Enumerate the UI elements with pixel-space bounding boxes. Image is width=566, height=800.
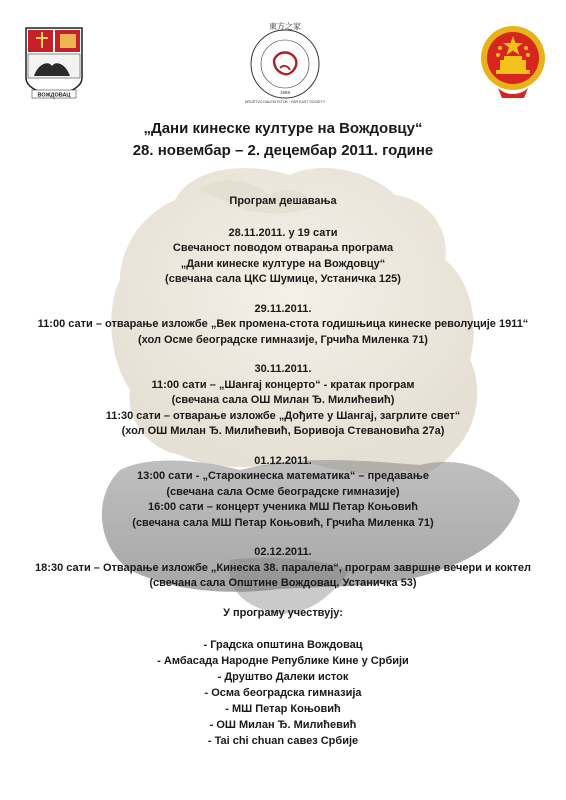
event-title — [0, 118, 566, 162]
program-day-line: (свечана сала Општине Вождовац, Устаничка 53) — [149, 577, 417, 589]
event-title-line-1: „Дани кинеске културе на Вождовцу“ — [143, 120, 423, 137]
far-east-society-logo — [244, 20, 326, 106]
participants-section — [0, 606, 566, 750]
program-day-line: (свечана сала ОШ Милан Ђ. Милићевић) — [171, 394, 395, 406]
coat-of-arms-caption: ВОЖДОВАЦ — [37, 92, 71, 99]
participant-item: - Осма београдска гимназија — [204, 687, 362, 699]
logo-year: 1969 — [279, 90, 291, 95]
program-day-line: (свечана сала ЦКС Шумице, Устаничка 125) — [165, 273, 401, 285]
program-heading: Програм дешавања — [229, 195, 337, 207]
participant-item: - Tai chi chuan савез Србије — [207, 735, 359, 747]
logo-ring-text: DRUŠTVO DALEKI ISTOK · FAR EAST SOCIETY — [244, 100, 326, 104]
program-day-line: (хол ОШ Милан Ђ. Милићевић, Боривоја Стевановића 27а) — [121, 425, 445, 437]
program-day-date: 29.11.2011. — [254, 302, 312, 315]
participant-item: - ОШ Милан Ђ. Милићевић — [209, 719, 357, 731]
program-day-line: 11:30 сати – отварање изложбе „Дођите у Шангај, загрлите свет“ — [105, 409, 461, 422]
prc-national-emblem-logo — [478, 22, 548, 100]
program-day-2 — [0, 302, 566, 349]
program-day-4 — [0, 454, 566, 532]
program-day-line: Свечаност поводом отварања програма — [172, 242, 394, 254]
program-day-line: 18:30 сати – Отварање изложбе „Кинеска 38. паралела“, програм завршне вечери и коктел — [35, 561, 531, 574]
participant-item: - МШ Петар Коњовић — [225, 703, 341, 715]
program-day-date: 28.11.2011. у 19 сати — [228, 226, 338, 239]
program-day-line: 13:00 сати - „Старокинеска математика“ – предавање — [136, 470, 430, 482]
program-day-line: (хол Осме београдске гимназије, Грчића Миленка 71) — [138, 333, 428, 346]
participants-heading: У програму учествују: — [223, 606, 343, 619]
program-day-line: 11:00 сати – „Шангај концерто“ - кратак програм — [151, 378, 415, 391]
program-day-1 — [0, 226, 566, 288]
program-day-line: „Дани кинеске културе на Вождовцу“ — [180, 257, 386, 270]
participant-item: - Амбасада Народне Републике Кине у Србији — [157, 655, 409, 667]
program-day-line: (свечана сала Осме београдске гимназије) — [166, 485, 400, 498]
participant-item: - Градска општина Вождовац — [203, 639, 363, 651]
program-day-line: 11:00 сати – отварање изложбе „Век промена-стота годишњица кинеске револуције 1911“ — [37, 318, 529, 330]
program-day-date: 30.11.2011. — [254, 363, 312, 375]
vozdovac-coat-of-arms-logo — [22, 20, 86, 104]
program-content — [0, 194, 566, 749]
event-dates-line: 28. новембар – 2. децембар 2011. године — [132, 142, 434, 159]
program-day-5 — [0, 545, 566, 592]
logo-chinese-text: 東方之家 — [269, 22, 301, 31]
program-day-line: 16:00 сати – концерт ученика МШ Петар Коњовић — [147, 501, 419, 513]
program-day-3 — [0, 362, 566, 440]
program-day-line: (свечана сала МШ Петар Коњовић, Грчића Миленка 71) — [132, 516, 434, 529]
program-day-date: 01.12.2011. — [254, 454, 312, 467]
participant-item: - Друштво Далеки исток — [217, 671, 349, 683]
program-day-date: 02.12.2011. — [254, 546, 312, 558]
